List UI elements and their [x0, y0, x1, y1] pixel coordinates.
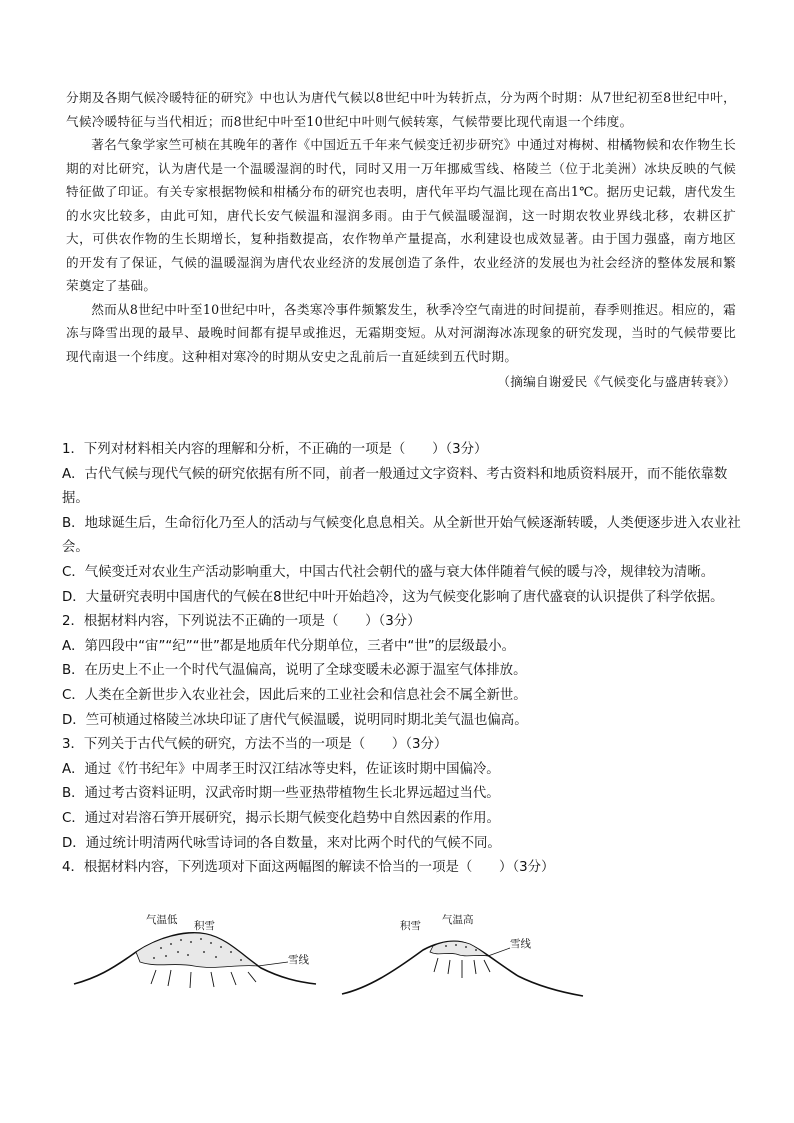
question-2-option-a: A．第四段中“宙”“纪”“世”都是地质年代分期单位，三者中“世”的层级最小。 — [62, 638, 515, 654]
figure-high-temperature — [338, 912, 588, 1012]
passage-paragraph-2: 著名气象学家竺可桢在其晚年的著作《中国近五千年来气候变迁初步研究》中通过对梅树、柑橘物候和农作物生长期的对比研究，认为唐代是一个温暖湿润的时代，同时又用一万年挪威雪线、格陵兰（位于北美洲）冰块反映的气候特征做了印证。有关专家根据物候和柑橘分布的研究也表明，唐代年平均气温比现在高出1℃。据历史记载，唐代发生的水灾比较多，由此可知，唐代长安气候温和湿润多雨。由于气候温暖湿润，这一时期农牧业界线北移，农耕区扩大，可供农作物的生长期增长，复种指数提高，农作物单产量提高，水利建设也成效显著。由于国力强盛，南方地区的开发有了保证，气候的温暖湿润为唐代农业经济的发展创造了条件，农业经济的发展也为社会经济的整体发展和繁荣奠定了基础。 — [66, 137, 736, 293]
figure-low-temperature — [66, 912, 326, 1012]
question-1-stem: 1．下列对材料相关内容的理解和分析，不正确的一项是（ ）（3分） — [62, 442, 488, 457]
mountain-high-temp-drawing — [338, 912, 588, 1012]
question-1-option-d: D．大量研究表明中国唐代的气候在8世纪中叶开始趋冷，这为气候变化影响了唐代盛衰的认识提供了科学依据。 — [62, 589, 724, 605]
question-3-option-d: D．通过统计明清两代咏雪诗词的各自数量，来对比两个时代的气候不同。 — [62, 835, 501, 851]
question-3-option-a: A．通过《竹书纪年》中周孝王时汉江结冰等史料，佐证该时期中国偏冷。 — [62, 761, 500, 777]
question-list — [62, 438, 742, 881]
question-2-option-d: D．竺可桢通过格陵兰冰块印证了唐代气候温暖，说明同时期北美气温也偏高。 — [62, 712, 528, 728]
left-snow-label: 积雪 — [194, 920, 215, 932]
reading-passage — [66, 86, 736, 394]
passage-source: （摘编自谢爱民《气候变化与盛唐转衰》） — [497, 374, 736, 389]
high-temperature-label: 气温高 — [442, 914, 474, 926]
question-2-option-b: B．在历史上不止一个时代气温偏高，说明了全球变暖未必源于温室气体排放。 — [62, 663, 527, 679]
passage-paragraph-1: 分期及各期气候冷暖特征的研究》中也认为唐代气候以8世纪中叶为转折点，分为两个时期：从7世纪初至8世纪中叶，气候冷暖特征与当代相近；而8世纪中叶至10世纪中叶则气候转寒，气候带要比现代南退一个纬度。 — [66, 90, 736, 129]
question-2-stem: 2．根据材料内容，下列说法不正确的一项是（ ）（3分） — [62, 614, 421, 630]
question-1-option-c: C．气候变迁对农业生产活动影响重大，中国古代社会朝代的盛与衰大体伴随着气候的暖与冷，规律较为清晰。 — [62, 564, 715, 580]
mountain-figures — [66, 912, 606, 1012]
right-snowline-label: 雪线 — [510, 938, 531, 950]
passage-paragraph-3: 然而从8世纪中叶至10世纪中叶，各类寒冷事件频繁发生，秋季冷空气南进的时间提前，春季则推迟。相应的，霜冻与降雪出现的最早、最晚时间都有提早或推迟，无霜期变短。从对河湖海冰冻现象的研究发现，当时的气候带要比现代南退一个纬度。这种相对寒冷的时期从安史之乱前后一直延续到五代时期。 — [66, 301, 736, 364]
question-3-option-c: C．通过对岩溶石笋开展研究，揭示长期气候变化趋势中自然因素的作用。 — [62, 810, 500, 826]
question-3-option-b: B．通过考古资料证明，汉武帝时期一些亚热带植物生长北界远超过当代。 — [62, 786, 500, 802]
question-1-option-b: B．地球诞生后，生命衍化乃至人的活动与气候变化息息相关。从全新世开始气候逐渐转暖，人类便逐步进入农业社会。 — [62, 515, 741, 556]
question-4-stem: 4．根据材料内容，下列选项对下面这两幅图的解读不恰当的一项是（ ）（3分） — [62, 860, 555, 876]
right-snow-label: 积雪 — [400, 920, 421, 932]
question-1-option-a: A．古代气候与现代气候的研究依据有所不同，前者一般通过文字资料、考古资料和地质资料展开，而不能依靠数据。 — [62, 466, 728, 507]
question-3-stem: 3．下列关于古代气候的研究，方法不当的一项是（ ）（3分） — [62, 737, 448, 753]
question-2-option-c: C．人类在全新世步入农业社会，因此后来的工业社会和信息社会不属全新世。 — [62, 687, 527, 703]
low-temperature-label: 气温低 — [146, 914, 178, 926]
left-snowline-label: 雪线 — [288, 954, 309, 966]
